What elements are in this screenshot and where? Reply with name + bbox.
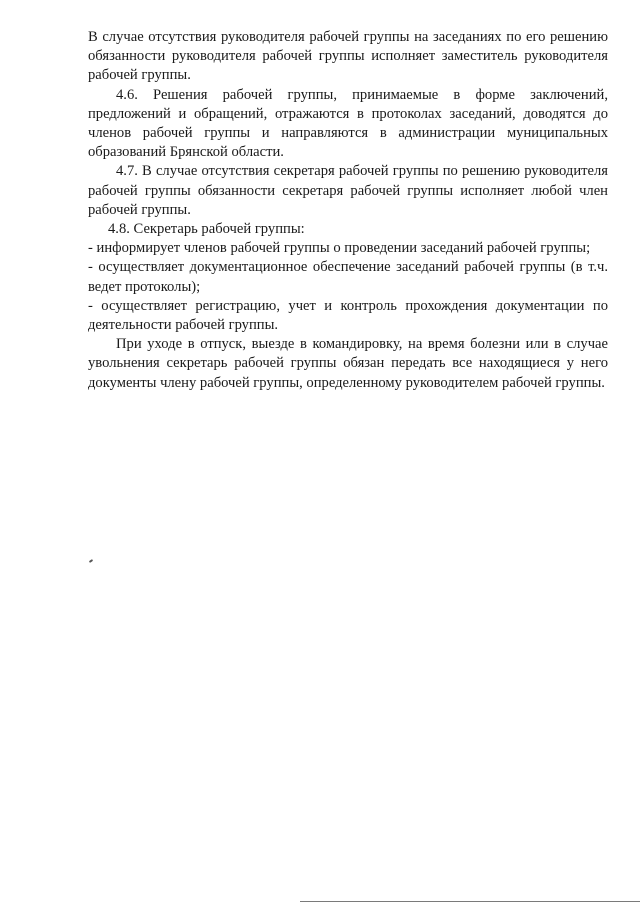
scan-bottom-edge-line bbox=[300, 901, 640, 902]
list-item-informs-members: - информирует членов рабочей группы о проведении заседаний рабочей группы; bbox=[88, 240, 591, 257]
scan-speck bbox=[89, 559, 93, 563]
paragraph-deputy-head: В случае отсутствия руководителя рабочей группы на заседаниях по его решению обязанности руководителя рабочей группы исполняет заместитель руководителя рабочей группы. bbox=[88, 29, 608, 84]
list-item-documentation-support: - осуществляет документационное обеспечение заседаний рабочей группы (в т.ч. ведет протоколы); bbox=[88, 259, 608, 295]
paragraph-4-6-decisions: 4.6. Решения рабочей группы, принимаемые в форме заключений, предложений и обращений, отражаются в протоколах заседаний, доводятся до членов рабочей группы и направляются в администрации муниципальных образований Брянской области. bbox=[88, 86, 608, 161]
paragraph-4-7-secretary-absence: 4.7. В случае отсутствия секретаря рабочей группы по решению руководителя рабочей группы обязанности секретаря рабочей группы исполняет любой член рабочей группы. bbox=[88, 163, 608, 218]
list-item-registration-control: - осуществляет регистрацию, учет и контроль прохождения документации по деятельности рабочей группы. bbox=[88, 297, 608, 334]
paragraph-handover: При уходе в отпуск, выезде в командировку, на время болезни или в случае увольнения секретарь рабочей группы обязан передать все находящиеся у него документы члену рабочей группы, определенному руководителем рабочей группы. bbox=[88, 336, 608, 391]
document-body bbox=[88, 28, 608, 393]
paragraph-4-8-secretary-duties: 4.8. Секретарь рабочей группы: bbox=[108, 221, 305, 238]
